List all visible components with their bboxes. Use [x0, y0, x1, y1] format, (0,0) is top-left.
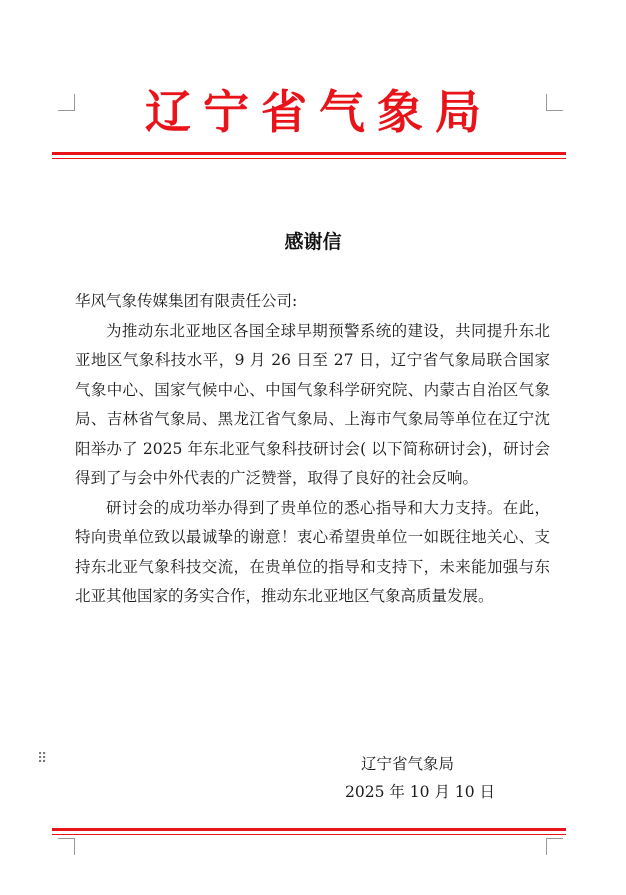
footer-rule-thin	[52, 834, 566, 835]
footer-rule-thick	[52, 828, 566, 831]
paragraph-2: 研讨会的成功举办得到了贵单位的悉心指导和大力支持。在此，特向贵单位致以最诚挚的谢意！衷心希望贵单位一如既往地关心、支持东北亚气象科技交流，在贵单位的指导和支持下，未来能加强与东北亚其他国家的务实合作，推动东北亚地区气象高质量发展。	[75, 498, 550, 605]
crop-mark-bottom-right	[546, 838, 563, 855]
letterhead-rule-thick	[52, 152, 566, 155]
signature-date: 2025 年 10 月 10 日	[345, 783, 496, 801]
letter-title: 感谢信	[284, 231, 342, 253]
crop-mark-bottom-left	[58, 838, 75, 855]
letterhead-rule-thin	[52, 158, 566, 159]
drag-handle-icon[interactable]: ⠿	[37, 751, 46, 767]
paragraph-1: 为推动东北亚地区各国全球早期预警系统的建设，共同提升东北亚地区气象科技水平，9 月 26 日至 27 日，辽宁省气象局联合国家气象中心、国家气候中心、中国气象科学研究院、内蒙古自治区气象局、吉林省气象局、黑龙江省气象局、上海市气象局等单位在辽宁沈阳举办了 2025 年东北亚气象科技研讨会( 以下简称研讨会)，研讨会得到了与会中外代表的广泛赞誉，取得了良好的社会反响。	[75, 321, 550, 487]
signature-org: 辽宁省气象局	[361, 755, 455, 773]
salutation: 华风气象传媒集团有限责任公司:	[75, 292, 298, 310]
letterhead-title: 辽宁省气象局	[145, 85, 493, 139]
letter-body[interactable]	[75, 287, 550, 612]
